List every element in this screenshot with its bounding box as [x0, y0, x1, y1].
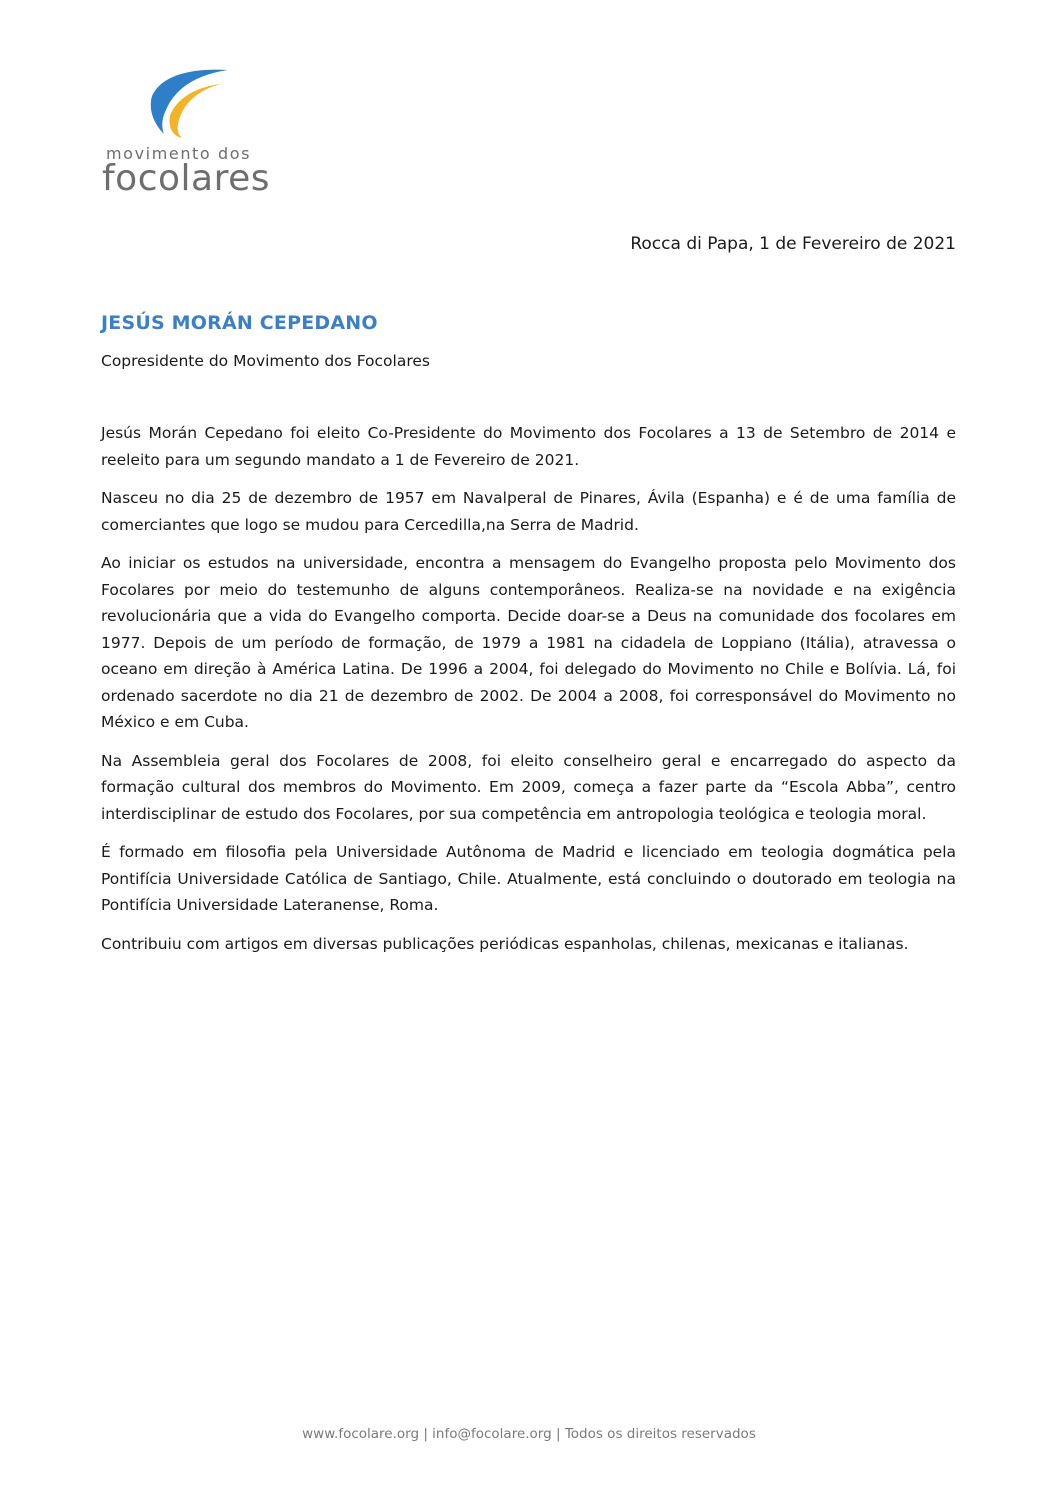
logo-text-line1: movimento dos	[106, 144, 252, 163]
logo-text-line2: focolares	[102, 158, 270, 199]
bio-paragraph-4: Na Assembleia geral dos Focolares de 2008, foi eleito conselheiro geral e encarregado do aspecto da formação cultural dos membros do Movimento. Em 2009, começa a fazer parte da “Escola Abba”, centro interdisciplinar de estudo dos Focolares, por sua competência em antropologia teológica e teologia moral.	[101, 751, 956, 823]
letter-date: Rocca di Papa, 1 de Fevereiro de 2021	[630, 234, 956, 254]
biography-body	[101, 420, 956, 969]
bio-paragraph-5: É formado em filosofia pela Universidade Autônoma de Madrid e licenciado em teologia dogmática pela Pontifícia Universidade Católica de Santiago, Chile. Atualmente, está concluindo o doutorado em teologia na Pontifícia Universidade Lateranense, Roma.	[101, 843, 956, 914]
bio-paragraph-1: Jesús Morán Cepedano foi eleito Co-Presidente do Movimento dos Focolares a 13 de Setembro de 2014 e reeleito para um segundo mandato a 1 de Fevereiro de 2021.	[101, 424, 956, 469]
page-footer: www.focolare.org | info@focolare.org | Todos os direitos reservados	[302, 1426, 756, 1442]
person-name-heading: JESÚS MORÁN CEPEDANO	[101, 312, 378, 334]
focolare-logo	[100, 66, 290, 206]
person-role: Copresidente do Movimento dos Focolares	[101, 352, 430, 370]
bio-paragraph-6: Contribuiu com artigos em diversas publicações periódicas espanholas, chilenas, mexicanas e italianas.	[101, 934, 909, 953]
focolare-swoosh-icon	[148, 66, 230, 140]
bio-paragraph-2: Nasceu no dia 25 de dezembro de 1957 em Navalperal de Pinares, Ávila (Espanha) e é de uma família de comerciantes que logo se mudou para Cercedilla,na Serra de Madrid.	[101, 489, 956, 534]
bio-paragraph-3: Ao iniciar os estudos na universidade, encontra a mensagem do Evangelho proposta pelo Movimento dos Focolares por meio do testemunho de alguns contemporâneos. Realiza-se na novidade e na exigência revolucionária que a vida do Evangelho comporta. Decide doar-se a Deus na comunidade dos focolares em 1977. Depois de um período de formação, de 1979 a 1981 na cidadela de Loppiano (Itália), atravessa o oceano em direção à América Latina. De 1996 a 2004, foi delegado do Movimento no Chile e Bolívia. Lá, foi ordenado sacerdote no dia 21 de dezembro de 2002. De 2004 a 2008, foi corresponsável do Movimento no México e em Cuba.	[101, 554, 956, 731]
